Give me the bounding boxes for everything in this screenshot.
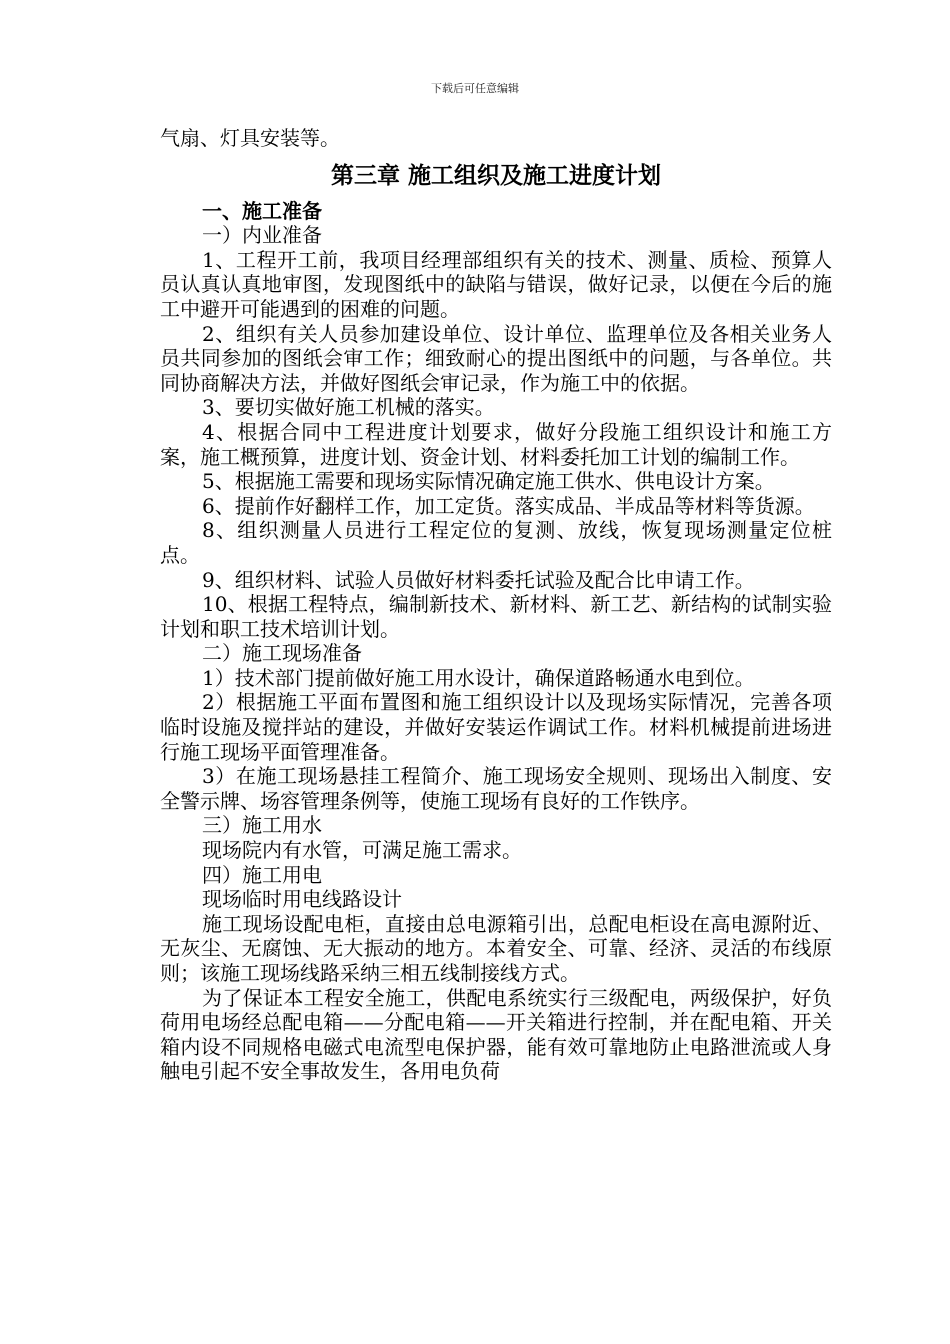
paragraph: 1）技术部门提前做好施工用水设计，确保道路畅通水电到位。 <box>202 665 755 690</box>
intro-line: 气扇、灯具安装等。 <box>160 126 340 150</box>
paragraph: 5、根据施工需要和现场实际情况确定施工供水、供电设计方案。 <box>202 469 775 494</box>
paragraph: 3、要切实做好施工机械的落实。 <box>202 395 495 420</box>
paragraph: 2）根据施工平面布置图和施工组织设计以及现场实际情况，完善各项临时设施及搅拌站的建设，并做好安装运作调试工作。材料机械提前进场进行施工现场平面管理准备。 <box>160 690 832 764</box>
paragraph: 8、组织测量人员进行工程定位的复测、放线，恢复现场测量定位桩点。 <box>160 518 832 567</box>
subsection-heading: 四）施工用电 <box>202 862 322 887</box>
paragraph: 3）在施工现场悬挂工程简介、施工现场安全规则、现场出入制度、安全警示牌、场容管理条例等，使施工现场有良好的工作铁序。 <box>160 764 832 813</box>
document-body <box>160 126 832 1084</box>
section-heading: 一、施工准备 <box>202 198 322 223</box>
paragraph: 2、组织有关人员参加建设单位、设计单位、监理单位及各相关业务人员共同参加的图纸会审工作；细致耐心的提出图纸中的问题，与各单位。共同协商解决方法，并做好图纸会审记录，作为施工中的依据。 <box>160 321 832 395</box>
subsection-heading: 二）施工现场准备 <box>202 641 362 666</box>
paragraph: 4、根据合同中工程进度计划要求，做好分段施工组织设计和施工方案，施工概预算，进度计划、资金计划、材料委托加工计划的编制工作。 <box>160 419 832 469</box>
paragraph: 现场临时用电线路设计 <box>202 887 402 912</box>
paragraph: 施工现场设配电柜，直接由总电源箱引出，总配电柜设在高电源附近、无灰尘、无腐蚀、无大振动的地方。本着安全、可靠、经济、灵活的布线原则；该施工现场线路采纳三相五线制接线方式。 <box>160 911 832 985</box>
paragraph: 10、根据工程特点，编制新技术、新材料、新工艺、新结构的试制实验计划和职工技术培训计划。 <box>160 592 832 641</box>
paragraph: 为了保证本工程安全施工，供配电系统实行三级配电，两级保护，好负荷用电场经总配电箱——分配电箱——开关箱进行控制，并在配电箱、开关箱内设不同规格电磁式电流型电保护器，能有效可靠地防止电路泄流或人身触电引起不安全事故发生，各用电负荷 <box>160 985 832 1084</box>
paragraph: 现场院内有水管，可满足施工需求。 <box>202 838 522 863</box>
subsection-heading: 三）施工用水 <box>202 813 322 838</box>
subsection-heading: 一）内业准备 <box>202 223 322 248</box>
paragraph: 1、工程开工前，我项目经理部组织有关的技术、测量、质检、预算人员认真认真地审图，发现图纸中的缺陷与错误，做好记录，以便在今后的施工中避开可能遇到的困难的问题。 <box>160 247 832 321</box>
paragraph: 6、提前作好翻样工作，加工定货。落实成品、半成品等材料等货源。 <box>202 493 815 518</box>
paragraph: 9、组织材料、试验人员做好材料委托试验及配合比申请工作。 <box>202 567 755 592</box>
page-header: 下载后可任意编辑 <box>431 82 519 95</box>
chapter-title: 第三章 施工组织及施工进度计划 <box>330 162 661 189</box>
